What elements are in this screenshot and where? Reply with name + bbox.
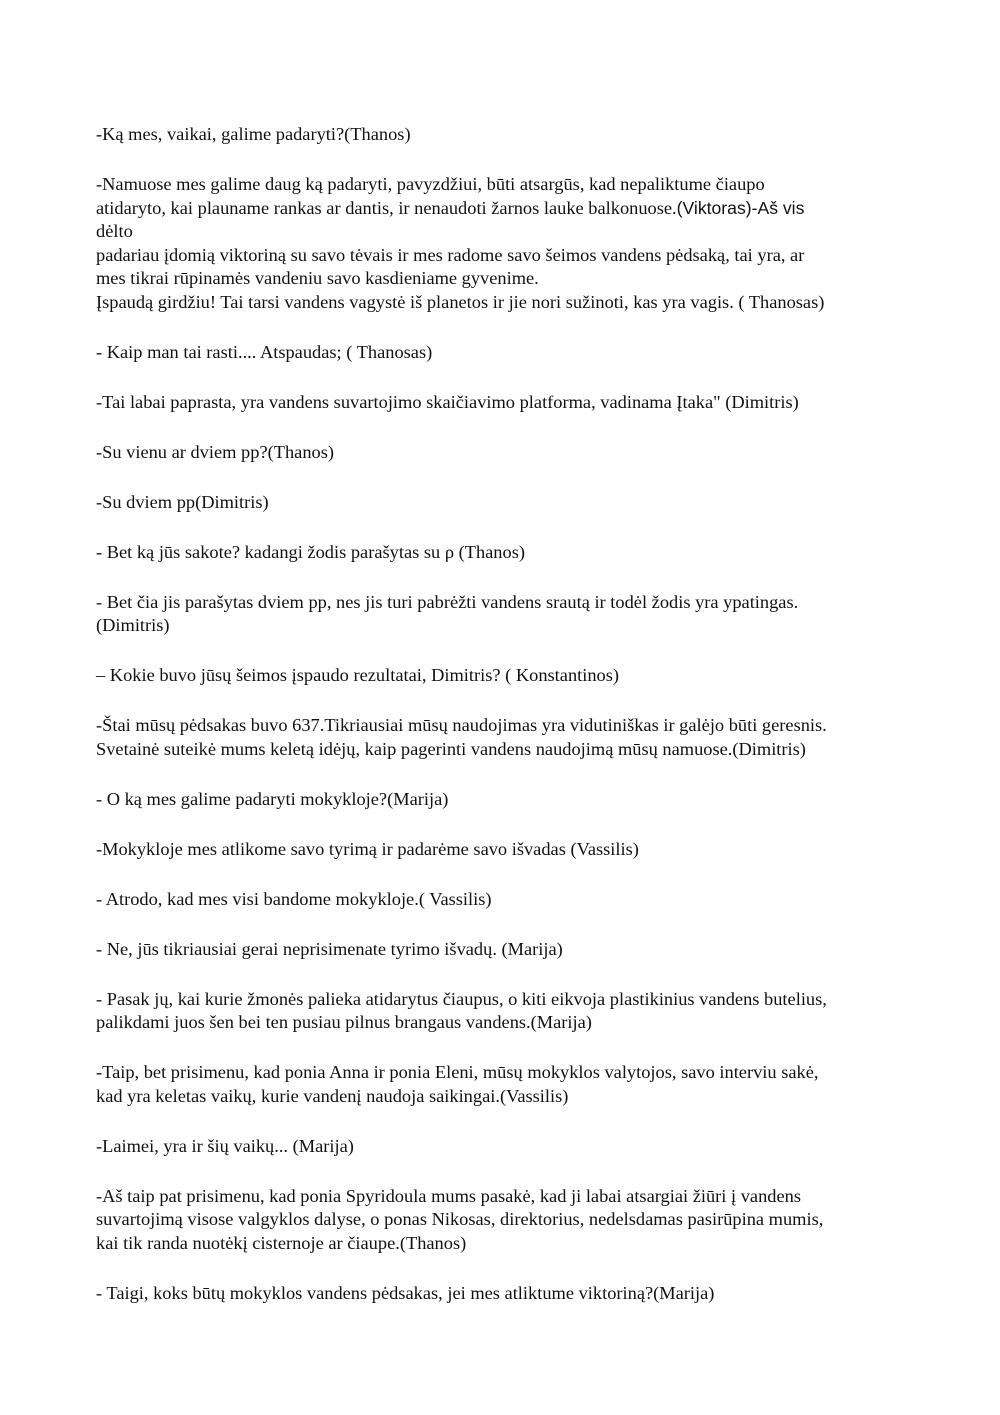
text-line: -Su vienu ar dviem pp?(Thanos) bbox=[96, 441, 334, 462]
text-line: -Štai mūsų pėdsakas buvo 637.Tikriausiai mūsų naudojimas yra vidutiniškas ir galėjo būti geresnis. bbox=[96, 715, 827, 735]
text-fragment: atidaryto, kai plauname rankas ar dantis, ir nenaudoti žarnos lauke balkonuose. bbox=[96, 197, 677, 218]
text-line: mes tikrai rūpinamės vandeniu savo kasdieniame gyvenime. bbox=[96, 268, 539, 288]
text-line bbox=[96, 197, 916, 221]
paragraph bbox=[96, 664, 916, 688]
text-line: Svetainė suteikė mums keletą idėjų, kaip pagerinti vandens naudojimą mūsų namuose.(Dimitris) bbox=[96, 738, 806, 759]
text-line: – Kokie buvo jūsų šeimos įspaudo rezultatai, Dimitris? ( Konstantinos) bbox=[96, 665, 620, 685]
text-line: -Namuose mes galime daug ką padaryti, pavyzdžiui, būti atsargūs, kad nepaliktume čiaupo bbox=[96, 174, 765, 194]
paragraph bbox=[96, 1185, 916, 1256]
paragraph bbox=[96, 541, 916, 565]
text-line: dėlto bbox=[96, 221, 133, 241]
paragraph bbox=[96, 1135, 916, 1159]
text-line: -Laimei, yra ir šių vaikų... (Marija) bbox=[96, 1135, 354, 1156]
document-page bbox=[96, 123, 916, 1332]
paragraph bbox=[96, 988, 916, 1035]
paragraph bbox=[96, 123, 916, 147]
text-line: - Bet ką jūs sakote? kadangi žodis parašytas su ρ (Thanos) bbox=[96, 541, 525, 562]
text-line: -Mokykloje mes atlikome savo tyrimą ir padarėme savo išvadas (Vassilis) bbox=[96, 838, 639, 859]
text-line: -Ką mes, vaikai, galime padaryti?(Thanos) bbox=[96, 124, 411, 144]
text-line: -Aš taip pat prisimenu, kad ponia Spyridoula mums pasakė, kad ji labai atsargiai žiūri į vandens bbox=[96, 1185, 801, 1206]
paragraph bbox=[96, 714, 916, 761]
paragraph bbox=[96, 441, 916, 465]
text-line: -Taip, bet prisimenu, kad ponia Anna ir ponia Eleni, mūsų mokyklos valytojos, savo interviu sakė, bbox=[96, 1062, 819, 1082]
text-line: - O ką mes galime padaryti mokykloje?(Marija) bbox=[96, 788, 449, 809]
paragraph bbox=[96, 838, 916, 862]
speaker-tag: (Viktoras)-Aš vis bbox=[676, 197, 805, 218]
text-line: - Bet čia jis parašytas dviem pp, nes jis turi pabrėžti vandens srautą ir todėl žodis yra ypatingas. bbox=[96, 591, 799, 612]
text-line: kai tik randa nuotėkį cisternoje ar čiaupe.(Thanos) bbox=[96, 1232, 467, 1253]
text-line: kad yra keletas vaikų, kurie vandenį naudoja saikingai.(Vassilis) bbox=[96, 1085, 569, 1106]
text-line: padariau įdomią viktoriną su savo tėvais ir mes radome savo šeimos vandens pėdsaką, tai yra, ar bbox=[96, 244, 805, 265]
text-line: -Su dviem pp(Dimitris) bbox=[96, 491, 269, 512]
text-line: palikdami juos šen bei ten pusiau pilnus brangaus vandens.(Marija) bbox=[96, 1012, 592, 1032]
paragraph bbox=[96, 391, 916, 415]
paragraph bbox=[96, 888, 916, 912]
paragraph bbox=[96, 591, 916, 638]
paragraph bbox=[96, 341, 916, 365]
paragraph bbox=[96, 1282, 916, 1306]
text-line: Įspaudą girdžiu! Tai tarsi vandens vagystė iš planetos ir jie nori sužinoti, kas yra vagis. ( Thanosas) bbox=[96, 291, 825, 312]
text-line: suvartojimą visose valgyklos dalyse, o ponas Nikosas, direktorius, nedelsdamas pasirūpina mumis, bbox=[96, 1209, 824, 1229]
text-line: - Ne, jūs tikriausiai gerai neprisimenate tyrimo išvadų. (Marija) bbox=[96, 938, 563, 959]
paragraph bbox=[96, 173, 916, 314]
paragraph bbox=[96, 491, 916, 515]
text-line: - Taigi, koks būtų mokyklos vandens pėdsakas, jei mes atliktume viktoriną?(Marija) bbox=[96, 1282, 715, 1303]
text-line: (Dimitris) bbox=[96, 615, 170, 635]
text-line: - Kaip man tai rasti.... Atspaudas; ( Thanosas) bbox=[96, 341, 433, 362]
paragraph bbox=[96, 938, 916, 962]
text-line: -Tai labai paprasta, yra vandens suvartojimo skaičiavimo platforma, vadinama Įtaka" (Dimitris) bbox=[96, 391, 799, 412]
paragraph bbox=[96, 788, 916, 812]
paragraph bbox=[96, 1061, 916, 1108]
text-line: - Pasak jų, kai kurie žmonės palieka atidarytus čiaupus, o kiti eikvoja plastikinius vandens butelius, bbox=[96, 988, 827, 1009]
text-line: - Atrodo, kad mes visi bandome mokykloje.( Vassilis) bbox=[96, 888, 492, 909]
